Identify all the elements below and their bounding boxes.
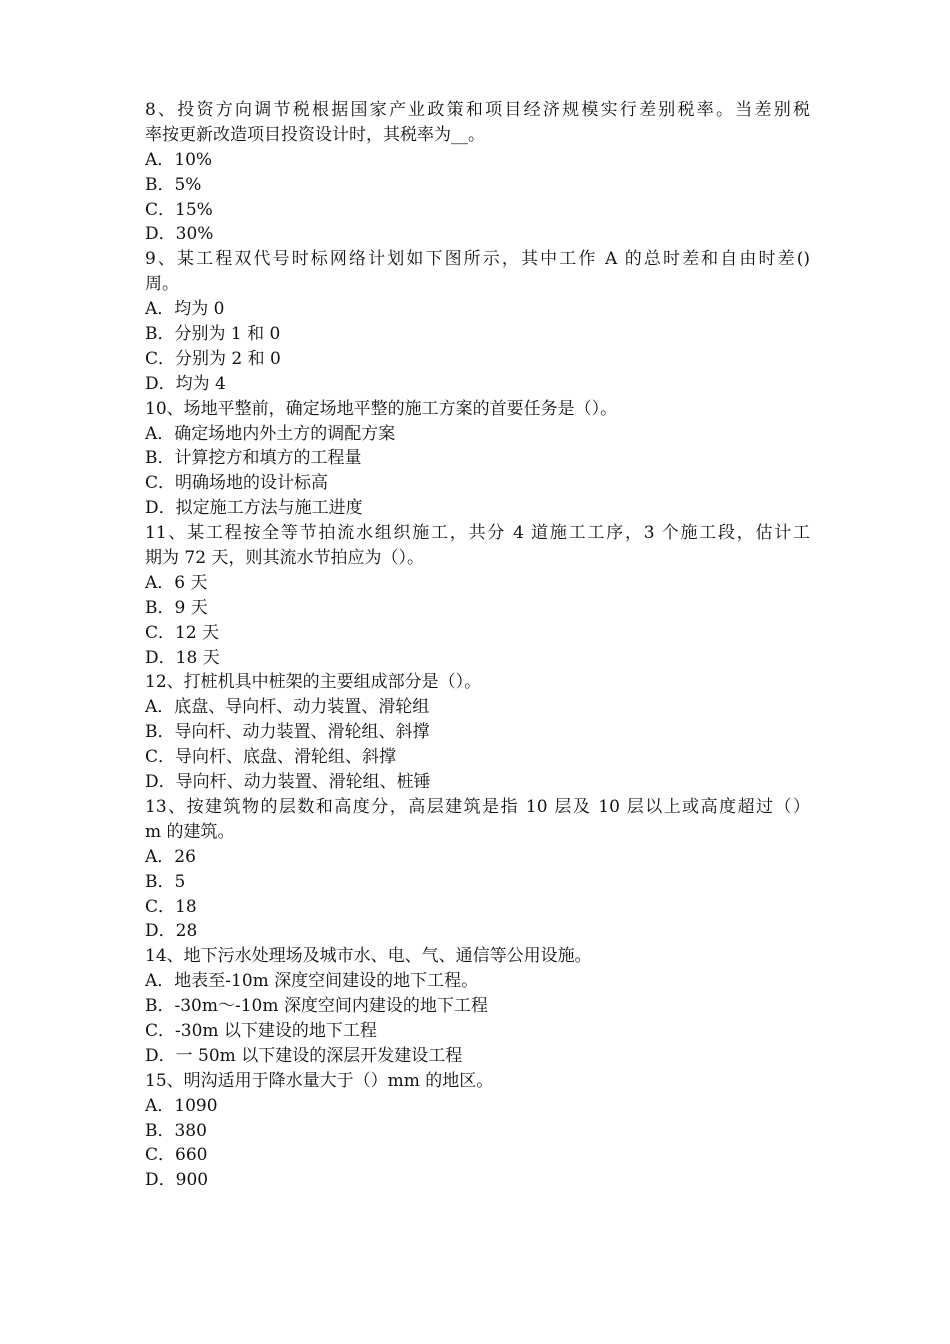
text-line: 9、某工程双代号时标网络计划如下图所示，其中工作 A 的总时差和自由时差() [145,249,810,270]
text-line: B．5% [145,174,202,195]
text-line: B．380 [145,1120,207,1141]
text-line: C．-30m 以下建设的地下工程 [145,1020,377,1041]
text-line: 15、明沟适用于降水量大于（）mm 的地区。 [145,1070,494,1091]
text-line: 14、地下污水处理场及城市水、电、气、通信等公用设施。 [145,946,592,967]
text-line: C．明确场地的设计标高 [145,473,329,494]
text-line: A．26 [145,846,196,867]
text-line: 8、投资方向调节税根据国家产业政策和项目经济规模实行差别税率。当差别税 [145,100,810,120]
text-line: A．1090 [145,1095,218,1116]
text-line: A．确定场地内外土方的调配方案 [145,423,396,444]
text-line: A．底盘、导向杆、动力装置、滑轮组 [145,697,430,718]
text-line: B．计算挖方和填方的工程量 [145,448,362,469]
text-line: C．18 [145,896,197,917]
text-line: A．10% [145,149,213,170]
text-line: A．6 天 [145,572,208,593]
text-line: B．9 天 [145,597,208,618]
text-line: 11、某工程按全等节拍流水组织施工，共分 4 道施工工序，3 个施工段，估计工 [145,523,810,544]
text-line: D．18 天 [145,647,220,668]
text-line: B．导向杆、动力装置、滑轮组、斜撑 [145,722,430,743]
text-line: A．均为 0 [145,299,225,320]
text-line: C．导向杆、底盘、滑轮组、斜撑 [145,747,397,768]
text-line: 13、按建筑物的层数和高度分，高层建筑是指 10 层及 10 层以上或高度超过（） [145,796,810,817]
document-body [145,98,810,1193]
text-line: D．30% [145,224,214,245]
text-line: C．12 天 [145,622,220,643]
text-line: C．分别为 2 和 0 [145,348,281,369]
text-line: B．5 [145,871,186,892]
text-line: 12、打桩机具中桩架的主要组成部分是（）。 [145,672,482,693]
text-line: 率按更新改造项目投资设计时，其税率为__。 [145,124,485,145]
text-line: D．900 [145,1170,209,1191]
text-line: C．15% [145,199,213,220]
text-line: D．拟定施工方法与施工进度 [145,498,363,519]
text-line: 期为 72 天，则其流水节拍应为（）。 [145,548,424,569]
text-line: D．28 [145,921,198,942]
text-line: D．均为 4 [145,373,226,394]
text-line: B．分别为 1 和 0 [145,324,281,345]
text-line: D．一 50m 以下建设的深层开发建设工程 [145,1045,463,1066]
text-line: m 的建筑。 [145,821,235,842]
text-line: C．660 [145,1145,208,1166]
text-line: 10、场地平整前，确定场地平整的施工方案的首要任务是（）。 [145,398,618,419]
text-line: B．-30m～-10m 深度空间内建设的地下工程 [145,996,488,1017]
text-line: D．导向杆、动力装置、滑轮组、桩锤 [145,772,431,793]
text-line: 周。 [145,274,179,295]
text-line: A．地表至-10m 深度空间建设的地下工程。 [145,971,479,992]
